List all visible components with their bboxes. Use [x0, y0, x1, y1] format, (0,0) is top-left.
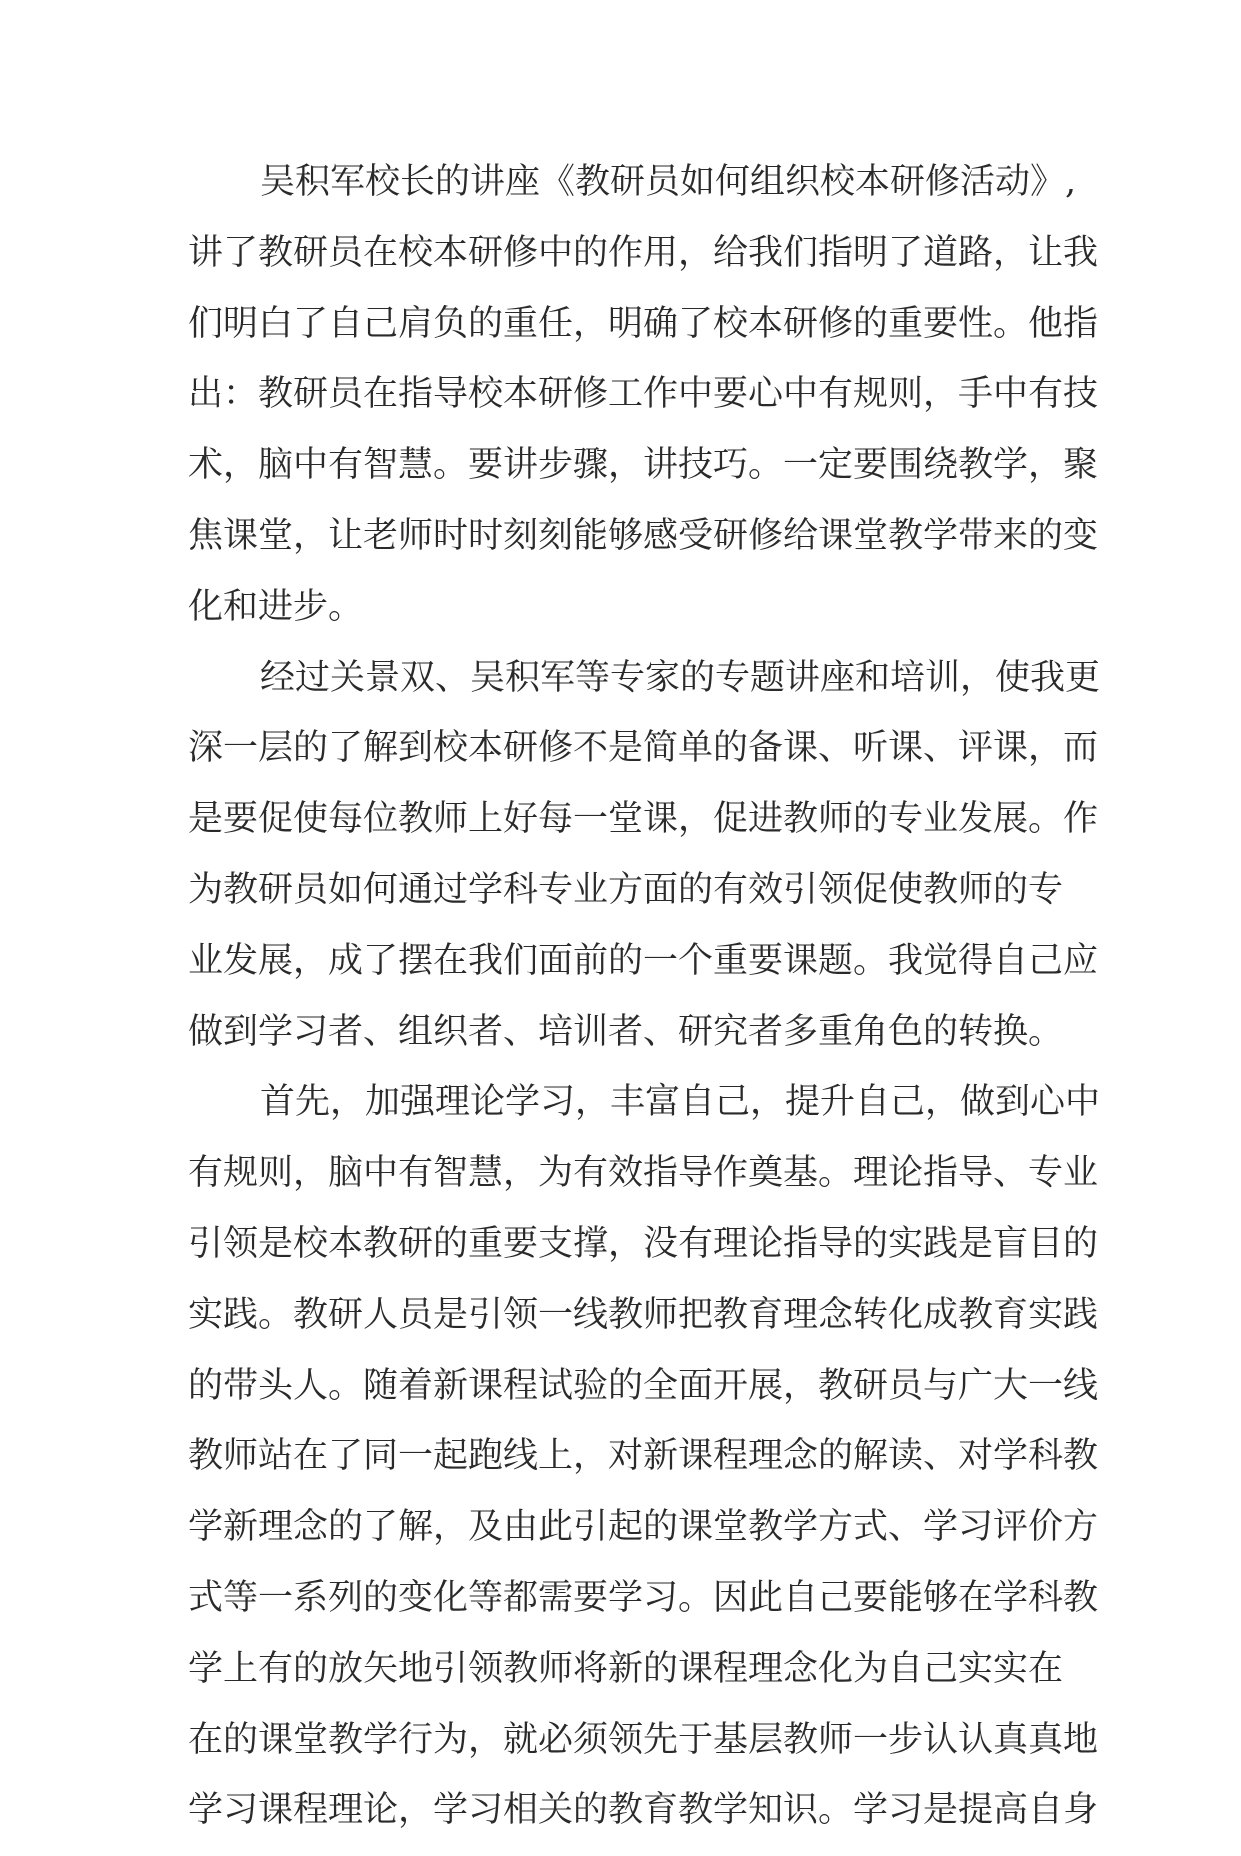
text-line: 学习课程理论，学习相关的教育教学知识。学习是提高自身	[188, 1790, 1099, 1831]
text-line: 学新理念的了解，及由此引起的课堂教学方式、学习评价方	[188, 1507, 1099, 1548]
paragraph-theory-study	[188, 1077, 1101, 1856]
text-line: 的带头人。随着新课程试验的全面开展，教研员与广大一线	[188, 1365, 1099, 1406]
paragraph-training-reflection	[188, 653, 1101, 1078]
text-line: 讲了教研员在校本研修中的作用，给我们指明了道路，让我	[188, 232, 1099, 273]
text-line: 做到学习者、组织者、培训者、研究者多重角色的转换。	[188, 1011, 1064, 1052]
text-line: 学上有的放矢地引领教师将新的课程理念化为自己实实在	[188, 1648, 1064, 1689]
text-line: 在的课堂教学行为，就必须领先于基层教师一步认认真真地	[188, 1719, 1099, 1760]
text-line: 为教研员如何通过学科专业方面的有效引领促使教师的专	[188, 869, 1064, 910]
text-line: 教师站在了同一起跑线上，对新课程理念的解读、对学科教	[188, 1436, 1099, 1477]
text-line: 首先，加强理论学习，丰富自己，提升自己，做到心中	[260, 1082, 1101, 1123]
text-line: 业发展，成了摆在我们面前的一个重要课题。我觉得自己应	[188, 940, 1099, 981]
text-line: 化和进步。	[188, 586, 364, 627]
text-line: 焦课堂，让老师时时刻刻能够感受研修给课堂教学带来的变	[188, 515, 1099, 556]
text-line: 引领是校本教研的重要支撑，没有理论指导的实践是盲目的	[188, 1223, 1099, 1264]
text-line: 术，脑中有智慧。要讲步骤，讲技巧。一定要围绕教学，聚	[188, 445, 1099, 486]
paragraph-lecture-summary	[188, 157, 1099, 653]
text-line: 深一层的了解到校本研修不是简单的备课、听课、评课，而	[188, 728, 1099, 769]
document-body	[188, 157, 1101, 1856]
text-line: 出：教研员在指导校本研修工作中要心中有规则，手中有技	[188, 374, 1099, 415]
text-line: 实践。教研人员是引领一线教师把教育理念转化成教育实践	[188, 1294, 1099, 1335]
text-line: 们明白了自己肩负的重任，明确了校本研修的重要性。他指	[188, 303, 1099, 344]
text-line: 经过关景双、吴积军等专家的专题讲座和培训，使我更	[260, 657, 1101, 698]
text-line: 吴积军校长的讲座《教研员如何组织校本研修活动》,	[260, 162, 1077, 202]
text-line: 式等一系列的变化等都需要学习。因此自己要能够在学科教	[188, 1577, 1099, 1618]
text-line: 有规则，脑中有智慧，为有效指导作奠基。理论指导、专业	[188, 1153, 1099, 1194]
text-line: 是要促使每位教师上好每一堂课，促进教师的专业发展。作	[188, 799, 1099, 840]
